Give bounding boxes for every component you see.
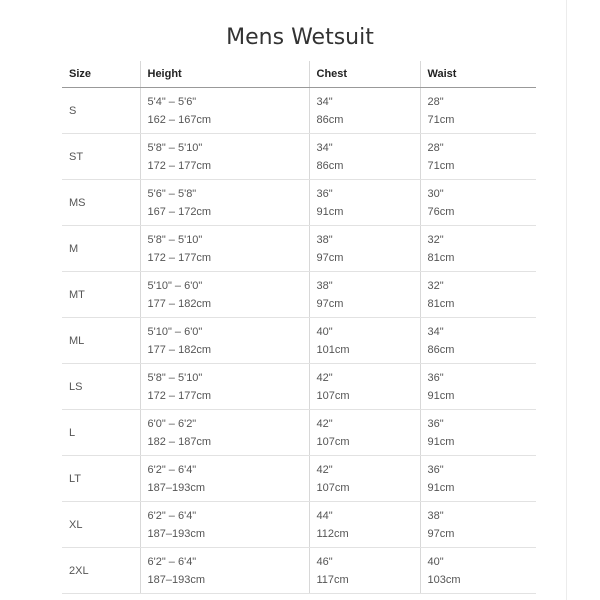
chest-metric-value: 97cm <box>316 297 344 310</box>
height-metric-value: 187–193cm <box>147 573 205 586</box>
height-metric-value: 187–193cm <box>147 481 205 494</box>
page-title: Mens Wetsuit <box>226 24 374 50</box>
waist-cell <box>420 134 536 180</box>
size-chart-table <box>62 61 536 594</box>
height-imperial-value: 6'0" – 6'2" <box>147 417 197 430</box>
height-metric-value: 172 – 177cm <box>147 159 212 172</box>
waist-imperial-value: 36" <box>427 463 444 476</box>
height-metric-value: 177 – 182cm <box>147 343 212 356</box>
waist-cell <box>420 180 536 226</box>
chest-metric-value: 107cm <box>316 481 350 494</box>
size-cell: LS <box>62 364 140 410</box>
size-cell: MS <box>62 180 140 226</box>
height-column-header: Height <box>140 61 309 88</box>
chest-metric-value: 86cm <box>316 159 344 172</box>
waist-cell <box>420 548 536 594</box>
height-cell <box>140 548 309 594</box>
table-body <box>62 88 536 594</box>
height-cell <box>140 180 309 226</box>
chest-cell <box>309 272 420 318</box>
height-metric-value: 177 – 182cm <box>147 297 212 310</box>
waist-cell <box>420 456 536 502</box>
chest-cell <box>309 410 420 456</box>
chest-imperial-value: 42" <box>316 463 333 476</box>
waist-metric-value: 103cm <box>427 573 461 586</box>
waist-cell <box>420 272 536 318</box>
chest-imperial-value: 42" <box>316 417 333 430</box>
waist-cell <box>420 226 536 272</box>
size-column-header: Size <box>62 61 140 88</box>
table-row <box>62 548 536 594</box>
waist-imperial-value: 40" <box>427 555 444 568</box>
height-metric-value: 167 – 172cm <box>147 205 212 218</box>
chest-cell <box>309 364 420 410</box>
size-cell: MT <box>62 272 140 318</box>
waist-cell <box>420 502 536 548</box>
height-imperial-value: 6'2" – 6'4" <box>147 509 197 522</box>
page-edge-divider <box>566 0 567 600</box>
waist-imperial-value: 38" <box>427 509 444 522</box>
height-metric-value: 182 – 187cm <box>147 435 212 448</box>
size-cell: ML <box>62 318 140 364</box>
chest-cell <box>309 180 420 226</box>
height-cell <box>140 456 309 502</box>
table-row <box>62 272 536 318</box>
waist-imperial-value: 28" <box>427 95 444 108</box>
size-cell: S <box>62 88 140 134</box>
waist-metric-value: 76cm <box>427 205 455 218</box>
waist-metric-value: 71cm <box>427 159 455 172</box>
chest-cell <box>309 134 420 180</box>
chest-imperial-value: 40" <box>316 325 333 338</box>
chest-metric-value: 101cm <box>316 343 350 356</box>
chest-cell <box>309 88 420 134</box>
waist-column-header: Waist <box>420 61 536 88</box>
chest-column-header: Chest <box>309 61 420 88</box>
waist-imperial-value: 30" <box>427 187 444 200</box>
waist-metric-value: 91cm <box>427 481 455 494</box>
chest-cell <box>309 502 420 548</box>
chest-metric-value: 117cm <box>316 573 349 586</box>
waist-metric-value: 86cm <box>427 343 455 356</box>
height-metric-value: 162 – 167cm <box>147 113 212 126</box>
size-cell: ST <box>62 134 140 180</box>
chest-imperial-value: 34" <box>316 141 333 154</box>
table-row <box>62 318 536 364</box>
table-row <box>62 502 536 548</box>
chest-metric-value: 107cm <box>316 435 350 448</box>
size-cell: L <box>62 410 140 456</box>
table-header-row <box>62 61 536 88</box>
height-cell <box>140 410 309 456</box>
chest-cell <box>309 226 420 272</box>
chest-metric-value: 107cm <box>316 389 350 402</box>
height-imperial-value: 5'10" – 6'0" <box>147 325 203 338</box>
chest-cell <box>309 548 420 594</box>
table-row <box>62 134 536 180</box>
height-imperial-value: 5'6" – 5'8" <box>147 187 197 200</box>
height-imperial-value: 5'4" – 5'6" <box>147 95 197 108</box>
waist-metric-value: 97cm <box>427 527 455 540</box>
chest-imperial-value: 38" <box>316 233 333 246</box>
chest-imperial-value: 38" <box>316 279 333 292</box>
height-cell <box>140 88 309 134</box>
waist-metric-value: 71cm <box>427 113 455 126</box>
height-imperial-value: 5'8" – 5'10" <box>147 141 203 154</box>
waist-imperial-value: 28" <box>427 141 444 154</box>
height-cell <box>140 272 309 318</box>
table-row <box>62 226 536 272</box>
chest-metric-value: 97cm <box>316 251 344 264</box>
height-imperial-value: 5'8" – 5'10" <box>147 233 203 246</box>
height-cell <box>140 364 309 410</box>
height-cell <box>140 134 309 180</box>
table-row <box>62 180 536 226</box>
height-imperial-value: 6'2" – 6'4" <box>147 463 197 476</box>
chest-metric-value: 112cm <box>316 527 349 540</box>
table-row <box>62 410 536 456</box>
size-cell: M <box>62 226 140 272</box>
height-imperial-value: 6'2" – 6'4" <box>147 555 197 568</box>
height-metric-value: 172 – 177cm <box>147 389 212 402</box>
waist-cell <box>420 410 536 456</box>
waist-metric-value: 91cm <box>427 435 455 448</box>
size-cell: XL <box>62 502 140 548</box>
chest-metric-value: 91cm <box>316 205 344 218</box>
chest-imperial-value: 34" <box>316 95 333 108</box>
waist-imperial-value: 36" <box>427 417 444 430</box>
chest-metric-value: 86cm <box>316 113 344 126</box>
waist-cell <box>420 88 536 134</box>
waist-metric-value: 81cm <box>427 251 455 264</box>
waist-imperial-value: 32" <box>427 279 444 292</box>
height-metric-value: 187–193cm <box>147 527 205 540</box>
size-cell: 2XL <box>62 548 140 594</box>
chest-imperial-value: 42" <box>316 371 333 384</box>
table-row <box>62 456 536 502</box>
height-metric-value: 172 – 177cm <box>147 251 212 264</box>
height-imperial-value: 5'8" – 5'10" <box>147 371 203 384</box>
height-cell <box>140 318 309 364</box>
chest-cell <box>309 318 420 364</box>
height-cell <box>140 502 309 548</box>
height-imperial-value: 5'10" – 6'0" <box>147 279 203 292</box>
height-cell <box>140 226 309 272</box>
chest-cell <box>309 456 420 502</box>
table-row <box>62 364 536 410</box>
waist-metric-value: 81cm <box>427 297 455 310</box>
chest-imperial-value: 44" <box>316 509 333 522</box>
chest-imperial-value: 36" <box>316 187 333 200</box>
chest-imperial-value: 46" <box>316 555 333 568</box>
waist-imperial-value: 36" <box>427 371 444 384</box>
table-row <box>62 88 536 134</box>
size-cell: LT <box>62 456 140 502</box>
waist-imperial-value: 32" <box>427 233 444 246</box>
waist-metric-value: 91cm <box>427 389 455 402</box>
waist-imperial-value: 34" <box>427 325 444 338</box>
waist-cell <box>420 318 536 364</box>
waist-cell <box>420 364 536 410</box>
